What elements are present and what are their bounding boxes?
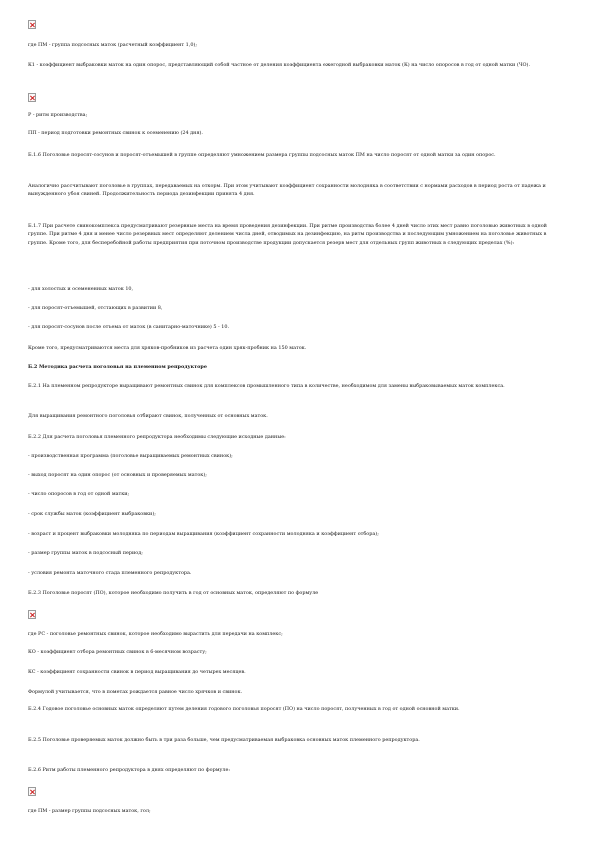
paragraph: Р - ритм производства; [28,112,88,118]
paragraph: Формулой учитывается, что в пометах рождается равное число хрячков и свинок. [28,689,243,695]
paragraph: Кроме того, предусматриваются места для хряков-пробников из расчета один хряк-пробник на 150 маток. [28,345,307,351]
paragraph: Б.2.3 Поголовье поросят (ПО), которое необходимо получить в год от основных маток, определяют по формуле [28,590,319,596]
paragraph: - для поросят-отъемышей, отстающих в развитии 8, [28,305,163,311]
list-item: - производственная программа (поголовье выращиваемых ремонтных свинок); [28,453,233,459]
section-heading: Б.2 Методика расчета поголовья на племенном репродукторе [28,364,207,370]
paragraph: - для холостых и осемененных маток 10, [28,286,134,292]
list-item: - условия ремонта маточного стада племенного репродуктора. [28,570,192,576]
paragraph: Б.2.6 Ритм работы племенного репродуктора в днях определяют по формуле: [28,767,231,773]
paragraph: Б.2.2 Для расчета поголовья племенного репродуктора необходимы следующие исходные данные: [28,434,286,440]
broken-image-icon [28,787,36,796]
broken-image-icon [28,93,36,102]
paragraph: Б.2.5 Поголовье проверяемых маток должно быть в три раза больше, чем предусматриваемая выбраковка основных маток племенного репродуктора. [28,737,420,743]
paragraph: Аналогично рассчитывают поголовье в группах, передаваемых на откорм. При этом учитывают коэффициент сохранности молодняка в соответствии с нормами расходов в период роста от падежа и вынужденного убоя свиней. Продолжительность периода дезинфекции принята 4 дня. [28,183,546,198]
broken-image-icon [28,20,36,29]
paragraph: где ПМ - размер группы подсосных маток, гол; [28,808,151,814]
paragraph: где PC - поголовье ремонтных свинок, которое необходимо вырастить для передачи на комплекс; [28,631,283,637]
paragraph: Б.2.4 Годовое поголовье основных маток определяют путем деления годового поголовья поросят (ПО) на число поросят, полученных в год от одной основной матки. [28,706,460,712]
paragraph: КС - коэффициент сохранности свинок в период выращивания до четырех месяцев. [28,669,246,675]
list-item: - размер группы маток в подсосный период; [28,550,143,556]
paragraph: ПП - период подготовки ремонтных свинок к осеменению (24 дня). [28,130,203,136]
list-item: - возраст и процент выбраковки молодняка по периодам выращивания (коэффициент сохранности молодняка и коэффициент отбора); [28,531,379,537]
list-item: - срок службы маток (коэффициент выбраковки); [28,511,156,517]
paragraph: - для поросят-сосунов после отъема от маток (в санитарно-маточнике) 5 - 10. [28,324,230,330]
broken-image-icon [28,610,36,619]
paragraph: КО - коэффициент отбора ремонтных свинок в 6-месячном возрасту; [28,649,207,655]
list-item: - число опоросов в год от одной матки; [28,491,130,497]
paragraph: Б.1.7 При расчете свинокомплекса предусматривают резервные места на время проведения дезинфекции. При ритме производства более 4 дней число этих мест равно поголовью животных в одной группе. При ритме 4 дня и менее число резервных мест определяют делением числа дней, отводимых на дезинфекцию, на ритм производства и последующим умножением на поголовье животных в группе. Кроме того, для бесперебойной работы предприятия при поточном производстве продукции допускается резерв мест для отдельных групп животных в следующих пределах (%): [28,223,547,246]
paragraph: Для выращивания ремонтного поголовья отбирают свинок, полученных от основных маток. [28,413,268,419]
paragraph: К1 - коэффициент выбраковки маток на один опорос, представляющий собой частное от деления коэффициента ежегодной выбраковки маток (К) на число опоросов в год от одной матки (ЧО). [28,62,531,68]
paragraph: Б.2.1 На племенном репродукторе выращивают ремонтных свинок для комплексов промышленного типа в количестве, необходимом для замены выбраковываемых маток комплекса. [28,383,505,389]
paragraph: где ПМ - группа подсосных маток (расчетный коэффициент 1,0); [28,42,198,48]
list-item: - выход поросят на один опорос (от основных и проверяемых маток); [28,472,207,478]
paragraph: Б.1.6 Поголовье поросят-сосунов и поросят-отъемышей в группе определяют умножением размера группы подсосных маток ПМ на число поросят от одной матки за один опорос. [28,152,496,158]
